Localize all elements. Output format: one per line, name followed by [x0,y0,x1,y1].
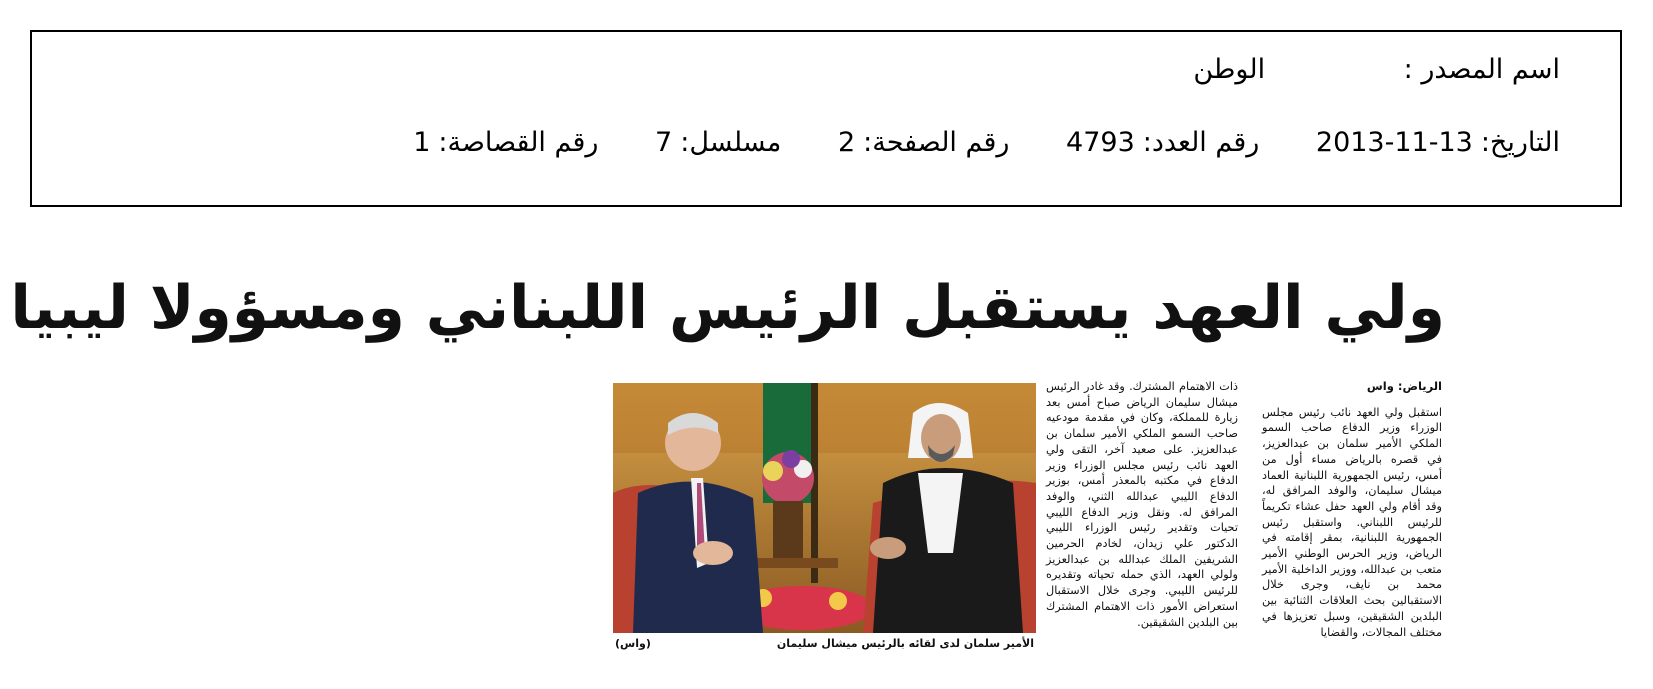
serial-item [655,127,781,158]
clip-label: رقم القصاصة: [438,127,599,158]
article-column-middle [1046,379,1238,630]
serial-label: مسلسل: [680,127,782,158]
issue-item [1066,127,1259,158]
issue-label: رقم العدد: [1142,127,1260,158]
article-headline: ولي العهد يستقبل الرئيس اللبناني ومسؤولا ليبيا [10,273,1445,343]
source-row [1193,54,1560,85]
metadata-box [30,30,1622,207]
article-column-right [1262,379,1442,640]
clip-item [413,127,598,158]
article-body-right: استقبل ولي العهد نائب رئيس مجلس الوزراء وزير الدفاع صاحب السمو الملكي الأمير سلمان بن عبدالعزيز، في قصره بالرياض مساء أول من أمس، رئيس الجمهورية اللبنانية العماد ميشال سليمان، والوفد المرافق له، وقد أقام ولي العهد حفل عشاء تكريماً للرئيس اللبناني. واستقبل رئيس الجمهورية اللبنانية، بمقر إقامته في الرياض، وزير الحرس الوطني الأمير متعب بن عبدالله، ووزير الداخلية الأمير محمد بن نايف، وجرى خلال الاستقبالين بحث العلاقات الثنائية بين البلدين الشقيقين، وسبل تعزيزها في مختلف المجالات، والقضايا [1262,405,1442,639]
date-item [1316,127,1560,158]
issue-value: 4793 [1066,127,1135,158]
page-label: رقم الصفحة: [863,127,1010,158]
source-label: اسم المصدر : [1403,54,1560,85]
caption-text: الأمير سلمان لدى لقائه بالرئيس ميشال سليمان [776,637,1034,650]
article-dateline: الرياض: واس [1366,379,1442,393]
article-body-middle: ذات الاهتمام المشترك. وقد غادر الرئيس ميشال سليمان الرياض صباح أمس بعد زيارة للمملكة، وكان في مقدمة مودعيه صاحب السمو الملكي الأمير سلمان بن عبدالعزيز. على صعيد آخر، التقى ولي العهد نائب رئيس مجلس الوزراء وزير الدفاع في مكتبه بالمعذر أمس، بوزير الدفاع الليبي عبدالله الثني، والوفد المرافق له. ونقل وزير الدفاع الليبي تحيات وتقدير رئيس الوزراء الليبي الدكتور علي زيدان، لخادم الحرمين الشريفين الملك عبدالله بن عبدالعزيز ولولي العهد، الذي حمله تحياته وتقديره للرئيس الليبي. وجرى خلال الاستقبال استعراض الأمور ذات الاهتمام المشترك بين البلدين الشقيقين. [1046,380,1238,629]
article-photo [613,383,1036,633]
serial-value: 7 [655,127,673,158]
photo-caption [613,637,1036,653]
date-label: التاريخ: [1480,127,1560,158]
page-value: 2 [837,127,856,158]
details-row [365,127,1560,158]
photo-credit: (واس) [615,637,651,650]
clip-value: 1 [413,127,431,158]
meeting-photo-illustration [613,383,1036,633]
source-value: الوطن [1193,54,1266,85]
date-value: 2013-11-13 [1315,127,1473,158]
page-item [838,127,1010,158]
